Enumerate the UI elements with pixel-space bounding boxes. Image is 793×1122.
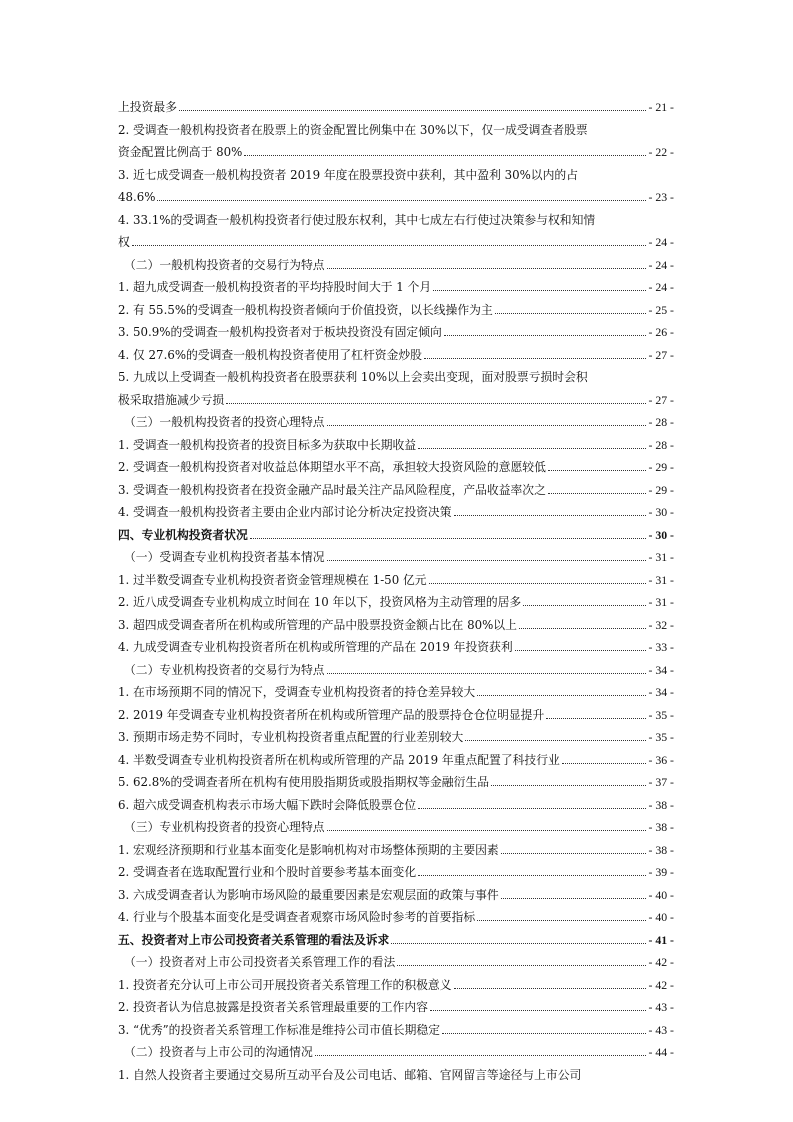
toc-subsection-heading[interactable] [118,816,674,839]
dot-leader [327,425,647,426]
toc-entry[interactable] [118,366,674,411]
dot-leader [491,785,646,786]
toc-entry-text: 2. 近八成受调查专业机构成立时间在 10 年以下，投资风格为主动管理的居多 [118,595,522,609]
dot-leader [179,110,646,111]
toc-page-number: - 25 - [648,302,674,317]
toc-entry-text: 1. 宏观经济预期和行业基本面变化是影响机构对市场整体预期的主要因素 [118,842,499,857]
dot-leader [523,605,646,606]
dot-leader [515,650,647,651]
dot-leader [519,628,647,629]
toc-entry-text: 资金配置比例高于 80% [118,145,243,159]
toc-entry[interactable] [118,861,674,884]
dot-leader [454,515,647,516]
toc-subsection-heading[interactable] [118,1041,674,1064]
toc-entry-text: （二）专业机构投资者的交易行为特点 [124,662,325,677]
toc-entry[interactable] [118,1019,674,1042]
toc-entry-text: （一）受调查专业机构投资者基本情况 [124,550,325,564]
toc-entry[interactable] [118,164,674,209]
dot-leader [327,673,647,674]
toc-entry-text: 五、投资者对上市公司投资者关系管理的看法及诉求 [118,932,390,947]
toc-entry-text: （二）投资者与上市公司的沟通情况 [124,1045,313,1059]
toc-page-number: - 26 - [648,325,674,339]
dot-leader [444,335,647,336]
toc-entry-text: （三）专业机构投资者的投资心理特点 [124,820,325,834]
toc-page-number: - 31 - [648,572,674,587]
toc-page-number: - 29 - [648,460,674,474]
toc-subsection-heading[interactable] [118,411,674,434]
toc-entry-text: 3. 超四成受调查者所在机构或所管理的产品中股票投资金额占比在 80%以上 [118,617,517,632]
dot-leader [424,358,646,359]
toc-entry-text: 3. 六成受调查者认为影响市场风险的最重要因素是宏观层面的政策与事件 [118,887,499,902]
toc-page-number: - 41 - [648,932,674,947]
toc-page-number: - 21 - [648,100,674,114]
toc-entry-text: 四、专业机构投资者状况 [118,527,248,542]
toc-entry[interactable] [118,771,674,794]
toc-page-number: - 42 - [648,977,674,992]
toc-entry-text: 4. 行业与个股基本面变化是受调查者观察市场风险时参考的首要指标 [118,910,476,924]
dot-leader [442,1033,646,1034]
toc-entry-text: 2. 2019 年受调查专业机构投资者所在机构或所管理产品的股票持仓仓位明显提升 [118,707,545,722]
toc-entry-text: 5. 62.8%的受调查者所在机构有使用股指期货或股指期权等金融衍生品 [118,775,489,789]
toc-entry-text: 1. 过半数受调查专业机构投资者资金管理规模在 1-50 亿元 [118,572,427,587]
dot-leader [477,695,646,696]
toc-entry-text: 1. 在市场预期不同的情况下，受调查专业机构投资者的持仓差异较大 [118,685,476,699]
toc-entry-text: 3. 预期市场走势不同时，专业机构投资者重点配置的行业差别较大 [118,730,464,744]
toc-entry[interactable] [118,614,674,637]
toc-page-number: - 43 - [648,1000,674,1014]
toc-entry[interactable] [118,96,674,119]
toc-page-number: - 40 - [648,910,674,924]
toc-page-number: - 38 - [648,820,674,834]
dot-leader [397,965,646,966]
toc-entry[interactable] [118,906,674,929]
toc-entry[interactable] [118,501,674,524]
toc-subsection-heading[interactable] [118,951,674,974]
toc-entry-text: 1. 自然人投资者主要通过交易所互动平台及公司电话、邮箱、官网留言等途径与上市公司 [118,1067,582,1082]
toc-page-number: - 35 - [648,707,674,722]
toc-page-number: - 35 - [648,730,674,744]
toc-entry[interactable] [118,884,674,907]
toc-entry[interactable] [118,456,674,479]
dot-leader [226,403,646,404]
toc-entry[interactable] [118,996,674,1019]
toc-subsection-heading[interactable] [118,659,674,682]
toc-page-number: - 31 - [648,595,674,609]
dot-leader [244,155,646,156]
toc-entry-text: 3. 受调查一般机构投资者在投资金融产品时最关注产品风险程度，产品收益率次之 [118,482,546,497]
toc-page-number: - 42 - [648,955,674,969]
toc-page-number: - 44 - [648,1045,674,1059]
toc-entry-text: 2. 有 55.5%的受调查一般机构投资者倾向于价值投资，以长线操作为主 [118,302,493,317]
toc-page-number: - 22 - [648,145,674,159]
toc-entry-text: （三）一般机构投资者的投资心理特点 [124,415,325,429]
toc-page-number: - 36 - [648,752,674,767]
toc-entry-text: 48.6% [118,190,156,204]
toc-entry-text: （一）投资者对上市公司投资者关系管理工作的看法 [124,955,396,969]
toc-page-number: - 29 - [648,482,674,497]
toc-entry[interactable] [118,569,674,592]
dot-leader [495,313,647,314]
toc-entry[interactable] [118,749,674,772]
toc-page-number: - 40 - [648,887,674,902]
toc-page-number: - 31 - [648,550,674,564]
toc-entry[interactable] [118,209,674,254]
toc-page-number: - 37 - [648,775,674,789]
toc-page-number: - 30 - [648,505,674,519]
toc-entry-text: 1. 投资者充分认可上市公司开展投资者关系管理工作的积极意义 [118,977,452,992]
toc-section-heading[interactable] [118,929,674,952]
dot-leader [418,448,646,449]
toc-entry-text: 2. 受调查一般机构投资者在股票上的资金配置比例集中在 30%以下，仅一成受调查者股票 [118,122,588,137]
toc-entry-text: 1. 受调查一般机构投资者的投资目标多为获取中长期收益 [118,437,417,452]
toc-entry[interactable] [118,434,674,457]
toc-entry[interactable] [118,344,674,367]
toc-page-number: - 24 - [648,235,674,249]
dot-leader [501,853,647,854]
toc-entry-text: 3. 近七成受调查一般机构投资者 2019 年度在股票投资中获利，其中盈利 30%以内的占 [118,167,578,182]
toc-page-number: - 28 - [648,437,674,452]
toc-page-number: - 38 - [648,842,674,857]
toc-entry-text: 2. 受调查一般机构投资者对收益总体期望水平不高，承担较大投资风险的意愿较低 [118,460,546,474]
toc-page-number: - 27 - [648,392,674,407]
toc-entry-text: 极采取措施减少亏损 [118,392,225,407]
toc-entry-text: 3. “优秀”的投资者关系管理工作标准是维持公司市值长期稳定 [118,1022,440,1037]
dot-leader [132,245,647,246]
dot-leader [327,560,647,561]
toc-entry[interactable] [118,636,674,659]
toc-page-number: - 32 - [648,617,674,632]
dot-leader [429,583,647,584]
toc-entry[interactable] [118,794,674,817]
toc-entry-text: 4. 半数受调查专业机构投资者所在机构或所管理的产品 2019 年重点配置了科技行业 [118,752,560,767]
dot-leader [250,538,647,539]
dot-leader [327,268,647,269]
toc-entry[interactable] [118,704,674,727]
toc-page-number: - 34 - [648,662,674,677]
toc-entry-text: 4. 受调查一般机构投资者主要由企业内部讨论分析决定投资决策 [118,505,452,519]
toc-page-number: - 34 - [648,685,674,699]
dot-leader [548,493,647,494]
toc-entry[interactable] [118,591,674,614]
toc-page-number: - 33 - [648,640,674,654]
dot-leader [391,943,646,944]
toc-entry[interactable] [118,974,674,997]
toc-entry[interactable] [118,1064,674,1087]
dot-leader [501,898,647,899]
toc-entry-text: 2. 受调查者在选取配置行业和个股时首要参考基本面变化 [118,865,417,879]
toc-entry[interactable] [118,276,674,299]
toc-entry[interactable] [118,726,674,749]
dot-leader [562,763,647,764]
toc-entry-text: 4. 33.1%的受调查一般机构投资者行使过股东权利，其中七成左右行使过决策参与权和知情 [118,212,596,227]
dot-leader [454,988,647,989]
toc-section-heading[interactable] [118,524,674,547]
toc-subsection-heading[interactable] [118,254,674,277]
toc-subsection-heading[interactable] [118,546,674,569]
dot-leader [430,1010,647,1011]
dot-leader [157,200,646,201]
toc-entry-text: 6. 超六成受调查机构表示市场大幅下跌时会降低股票仓位 [118,797,417,812]
dot-leader [548,470,647,471]
toc-entry-text: 上投资最多 [118,100,177,114]
toc-entry-text: 4. 九成受调查专业机构投资者所在机构或所管理的产品在 2019 年投资获利 [118,640,513,654]
toc-page-number: - 39 - [648,865,674,879]
dot-leader [418,808,646,809]
dot-leader [546,718,646,719]
dot-leader [327,830,647,831]
dot-leader [465,740,646,741]
toc-entry[interactable] [118,321,674,344]
toc-page-number: - 24 - [648,280,674,294]
toc-entry[interactable] [118,479,674,502]
toc-entry[interactable] [118,299,674,322]
toc-entry-text: （二）一般机构投资者的交易行为特点 [124,257,325,272]
toc-page-number: - 38 - [648,797,674,812]
toc-entry-text: 1. 超九成受调查一般机构投资者的平均持股时间大于 1 个月 [118,280,432,294]
toc-page-number: - 43 - [648,1022,674,1037]
toc-entry-text: 3. 50.9%的受调查一般机构投资者对于板块投资没有固定倾向 [118,325,442,339]
toc-page-number: - 23 - [648,190,674,204]
toc-entry[interactable] [118,839,674,862]
toc-entry[interactable] [118,119,674,164]
toc-entry-text: 5. 九成以上受调查一般机构投资者在股票获利 10%以上会卖出变现，面对股票亏损时会积 [118,370,588,384]
toc-page-number: - 28 - [648,415,674,429]
toc-entry-text: 权 [118,235,130,249]
toc-entry-text: 4. 仅 27.6%的受调查一般机构投资者使用了杠杆资金炒股 [118,347,422,362]
dot-leader [433,290,646,291]
toc-page-number: - 27 - [648,347,674,362]
toc-page-number: - 24 - [648,257,674,272]
toc-entry[interactable] [118,681,674,704]
dot-leader [418,875,646,876]
toc-entry-text: 2. 投资者认为信息披露是投资者关系管理最重要的工作内容 [118,1000,428,1014]
table-of-contents [118,96,674,1086]
dot-leader [477,920,646,921]
toc-page-number: - 30 - [648,527,674,542]
dot-leader [315,1055,647,1056]
